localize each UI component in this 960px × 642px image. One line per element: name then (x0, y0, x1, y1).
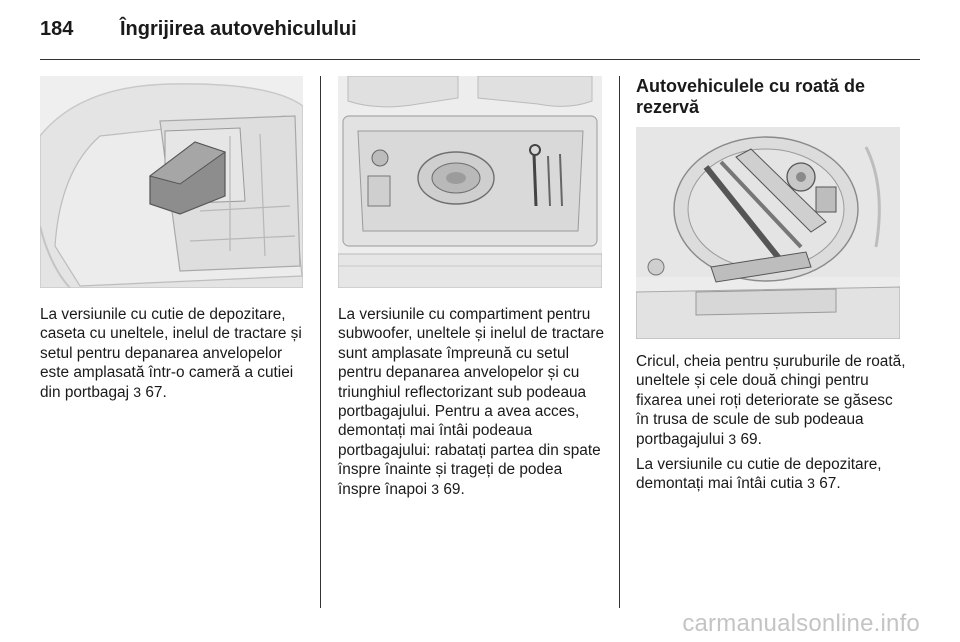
page-reference-arrow-icon: 3 (133, 383, 142, 400)
header-divider (40, 59, 920, 60)
page-number: 184 (40, 18, 74, 40)
paragraph: La versiunile cu cutie de depozitare, caseta cu uneltele, inelul de tractare și setul pentru depanarea anvelopelor este amplasată într-o cameră a cutiei din portbagaj 3 67. (40, 306, 302, 401)
page-reference[interactable]: 69 (740, 430, 758, 448)
page-reference[interactable]: 69 (443, 480, 461, 498)
column-2-text (338, 305, 608, 505)
trunk-subwoofer-tools-illustration (338, 76, 602, 288)
paragraph: La versiunile cu cutie de depozitare, demontați mai întâi cutia 3 67. (636, 456, 882, 493)
page-reference[interactable]: 67 (145, 383, 163, 401)
column-divider (320, 76, 321, 608)
spare-wheel-toolkit-illustration (636, 127, 900, 339)
page-reference-arrow-icon: 3 (807, 475, 815, 492)
watermark: carmanualsonline.info (682, 610, 920, 637)
column-1-text (40, 305, 310, 408)
chapter-title: Îngrijirea autovehiculului (120, 18, 357, 40)
column-3-text (636, 352, 906, 500)
page-header (40, 14, 920, 60)
page-reference-arrow-icon: 3 (728, 430, 737, 447)
paragraph: La versiunile cu compartiment pentru subwoofer, uneltele și inelul de tractare sunt amplasate împreună cu setul pentru depanarea anvelopelor și cu triunghiul reflectorizant sub podeaua portbagajului. Pentru a avea acces, demontați mai întâi podeaua portbagajului: rabatați partea din spate înspre înainte și trageți de podea înspre înapoi 3 69. (338, 306, 605, 498)
figure-trunk-storage-box (40, 76, 303, 288)
column-divider (619, 76, 620, 608)
trunk-storage-box-illustration (40, 76, 303, 288)
page-reference-arrow-icon: 3 (431, 480, 440, 497)
figure-spare-wheel-toolkit (636, 127, 900, 339)
section-heading: Autovehiculele cu roată de rezervă (636, 76, 866, 117)
paragraph: Cricul, cheia pentru șuruburile de roată, uneltele și cele două chingi pentru fixarea unei roți deteriorate se găsesc în trusa de scule de sub podeaua portbagajului 3 69. (636, 353, 906, 448)
figure-trunk-subwoofer (338, 76, 602, 288)
page-reference[interactable]: 67 (819, 475, 837, 493)
